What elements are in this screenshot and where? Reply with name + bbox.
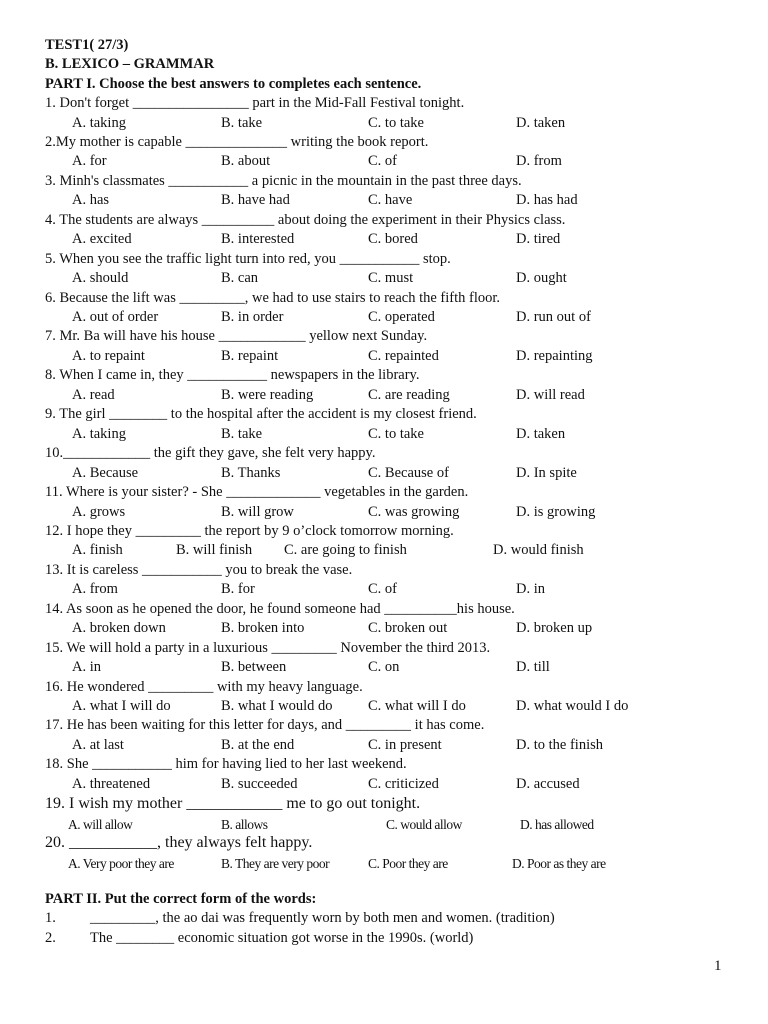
answer-options (0, 230, 768, 249)
answer-option-b: B. They are very poor (221, 855, 330, 871)
answer-option-a: A. what I will do (72, 698, 171, 714)
answer-options (0, 619, 768, 638)
answer-option-d: D. broken up (516, 620, 593, 637)
answer-options (0, 658, 768, 677)
answer-option-c: C. would allow (386, 816, 462, 832)
section-title: B. LEXICO – GRAMMAR (45, 56, 215, 72)
question-text: 1. Don't forget ________________ part in the Mid-Fall Festival tonight. (45, 95, 465, 111)
question-text: 2.My mother is capable ______________ writing the book report. (45, 133, 429, 150)
answer-options (0, 425, 768, 444)
answer-option-d: D. has had (516, 192, 578, 209)
answer-option-b: B. at the end (221, 736, 295, 753)
answer-option-d: D. what would I do (516, 698, 629, 714)
answer-options (0, 347, 768, 366)
answer-option-d: D. till (516, 659, 550, 676)
answer-option-c: C. broken out (368, 620, 448, 637)
answer-option-a: A. Because (72, 464, 139, 481)
answer-option-b: B. were reading (221, 386, 314, 403)
answer-option-c: C. Poor they are (368, 855, 448, 871)
answer-options (0, 152, 768, 171)
answer-option-a: A. out of order (72, 309, 159, 325)
answer-option-c: C. have (368, 192, 413, 209)
answer-option-a: A. at last (72, 736, 124, 753)
answer-option-b: B. will finish (176, 542, 253, 559)
answer-option-d: D. is growing (516, 503, 596, 520)
answer-option-b: B. in order (221, 309, 284, 325)
question-text: 11. Where is your sister? - She _____________ vegetables in the garden. (45, 484, 469, 500)
question-text: 15. We will hold a party in a luxurious _________ November the third 2013. (45, 639, 491, 656)
answer-option-d: D. Poor as they are (512, 855, 606, 871)
question-text: 7. Mr. Ba will have his house ____________ yellow next Sunday. (45, 328, 428, 345)
answer-option-c: C. criticized (368, 775, 439, 792)
question-text: 8. When I came in, they ___________ newspapers in the library. (45, 367, 420, 384)
question-text: 14. As soon as he opened the door, he found someone had __________his house. (45, 600, 515, 617)
answer-option-c: C. on (368, 659, 400, 676)
answer-option-c: C. of (368, 581, 397, 598)
answer-option-b: B. for (221, 581, 255, 598)
answer-option-a: A. read (72, 386, 115, 403)
answer-option-d: D. would finish (493, 542, 584, 559)
answer-option-c: C. in present (368, 736, 442, 753)
question-text: 4. The students are always __________ about doing the experiment in their Physics class. (45, 211, 566, 228)
answer-option-d: D. tired (516, 231, 561, 248)
answer-option-c: C. was growing (368, 503, 460, 520)
answer-option-d: D. accused (516, 775, 580, 792)
answer-option-d: D. run out of (516, 309, 591, 325)
answer-options (0, 308, 768, 327)
answer-option-b: B. repaint (221, 347, 279, 364)
answer-option-c: C. to take (368, 425, 424, 442)
answer-options (0, 114, 768, 133)
answer-option-d: D. has allowed (520, 816, 594, 832)
answer-option-c: C. Because of (368, 464, 449, 481)
answer-option-b: B. succeeded (221, 775, 298, 792)
answer-options (0, 815, 768, 834)
part2-item-num: 1. (45, 910, 56, 926)
answer-option-b: B. take (221, 425, 263, 442)
answer-options (0, 854, 768, 873)
question-text: 12. I hope they _________ the report by 9 o’clock tomorrow morning. (45, 522, 454, 539)
answer-option-a: A. to repaint (72, 347, 145, 364)
answer-option-b: B. take (221, 114, 263, 131)
answer-option-b: B. interested (221, 231, 295, 248)
question-text: 13. It is careless ___________ you to break the vase. (45, 561, 353, 578)
answer-option-d: D. will read (516, 386, 585, 403)
answer-option-d: D. taken (516, 114, 566, 131)
answer-option-d: D. to the finish (516, 736, 603, 753)
answer-option-a: A. will allow (68, 816, 133, 832)
answer-option-a: A. finish (72, 542, 123, 559)
answer-options (0, 775, 768, 794)
answer-options (0, 191, 768, 210)
part2-item-text: _________, the ao dai was frequently worn by both men and women. (tradition) (90, 910, 555, 926)
answer-option-a: A. in (72, 659, 101, 676)
answer-option-b: B. allows (221, 816, 268, 832)
answer-options (0, 736, 768, 755)
question-text: 16. He wondered _________ with my heavy language. (45, 678, 363, 695)
answer-option-a: A. broken down (72, 620, 166, 637)
answer-options (0, 386, 768, 405)
page-number: 1 (714, 958, 722, 974)
answer-options (0, 580, 768, 599)
answer-option-a: A. Very poor they are (68, 855, 174, 871)
question-text: 9. The girl ________ to the hospital after the accident is my closest friend. (45, 406, 477, 423)
answer-option-c: C. operated (368, 309, 435, 325)
part2-item-text: The ________ economic situation got worse in the 1990s. (world) (90, 930, 474, 946)
answer-option-d: D. taken (516, 425, 566, 442)
answer-option-c: C. repainted (368, 347, 439, 364)
answer-option-b: B. can (221, 270, 259, 287)
answer-options (0, 269, 768, 288)
answer-option-c: C. are going to finish (284, 542, 407, 559)
answer-option-b: B. between (221, 659, 287, 676)
answer-option-d: D. In spite (516, 464, 577, 481)
answer-option-c: C. to take (368, 114, 424, 131)
answer-option-d: D. ought (516, 270, 567, 287)
answer-options (0, 697, 768, 716)
answer-option-a: A. for (72, 153, 107, 170)
test-title: TEST1( 27/3) (45, 37, 129, 53)
answer-option-b: B. broken into (221, 620, 305, 637)
answer-option-d: D. from (516, 153, 562, 170)
answer-options (0, 503, 768, 522)
answer-option-b: B. have had (221, 192, 290, 209)
answer-option-b: B. will grow (221, 503, 294, 520)
answer-options (0, 464, 768, 483)
question-text: 6. Because the lift was _________, we had to use stairs to reach the fifth floor. (45, 289, 501, 306)
question-text: 20. ___________, they always felt happy. (45, 834, 313, 852)
answer-option-a: A. grows (72, 503, 126, 520)
answer-option-a: A. excited (72, 231, 132, 248)
answer-option-b: B. what I would do (221, 698, 333, 714)
question-text: 3. Minh's classmates ___________ a picnic in the mountain in the past three days. (45, 172, 522, 189)
answer-option-c: C. what will I do (368, 698, 466, 714)
answer-option-d: D. repainting (516, 347, 593, 364)
answer-option-c: C. bored (368, 231, 418, 248)
answer-option-a: A. taking (72, 425, 126, 442)
answer-option-b: B. about (221, 153, 271, 170)
answer-option-c: C. are reading (368, 386, 450, 403)
answer-options (0, 541, 768, 560)
answer-option-c: C. of (368, 153, 397, 170)
part2-title: PART II. Put the correct form of the words: (45, 891, 317, 907)
answer-option-a: A. from (72, 581, 118, 598)
answer-option-b: B. Thanks (221, 464, 281, 481)
question-text: 5. When you see the traffic light turn into red, you ___________ stop. (45, 250, 451, 267)
answer-option-a: A. has (72, 192, 110, 209)
answer-option-c: C. must (368, 270, 414, 287)
question-text: 10.____________ the gift they gave, she felt very happy. (45, 445, 376, 462)
answer-option-d: D. in (516, 581, 545, 598)
question-text: 18. She ___________ him for having lied to her last weekend. (45, 756, 407, 773)
answer-option-a: A. should (72, 270, 129, 287)
part2-item-num: 2. (45, 930, 56, 946)
question-text: 17. He has been waiting for this letter for days, and _________ it has come. (45, 717, 485, 734)
answer-option-a: A. threatened (72, 775, 151, 792)
question-text: 19. I wish my mother ____________ me to go out tonight. (45, 795, 421, 813)
answer-option-a: A. taking (72, 114, 126, 131)
part1-title: PART I. Choose the best answers to completes each sentence. (45, 76, 422, 92)
